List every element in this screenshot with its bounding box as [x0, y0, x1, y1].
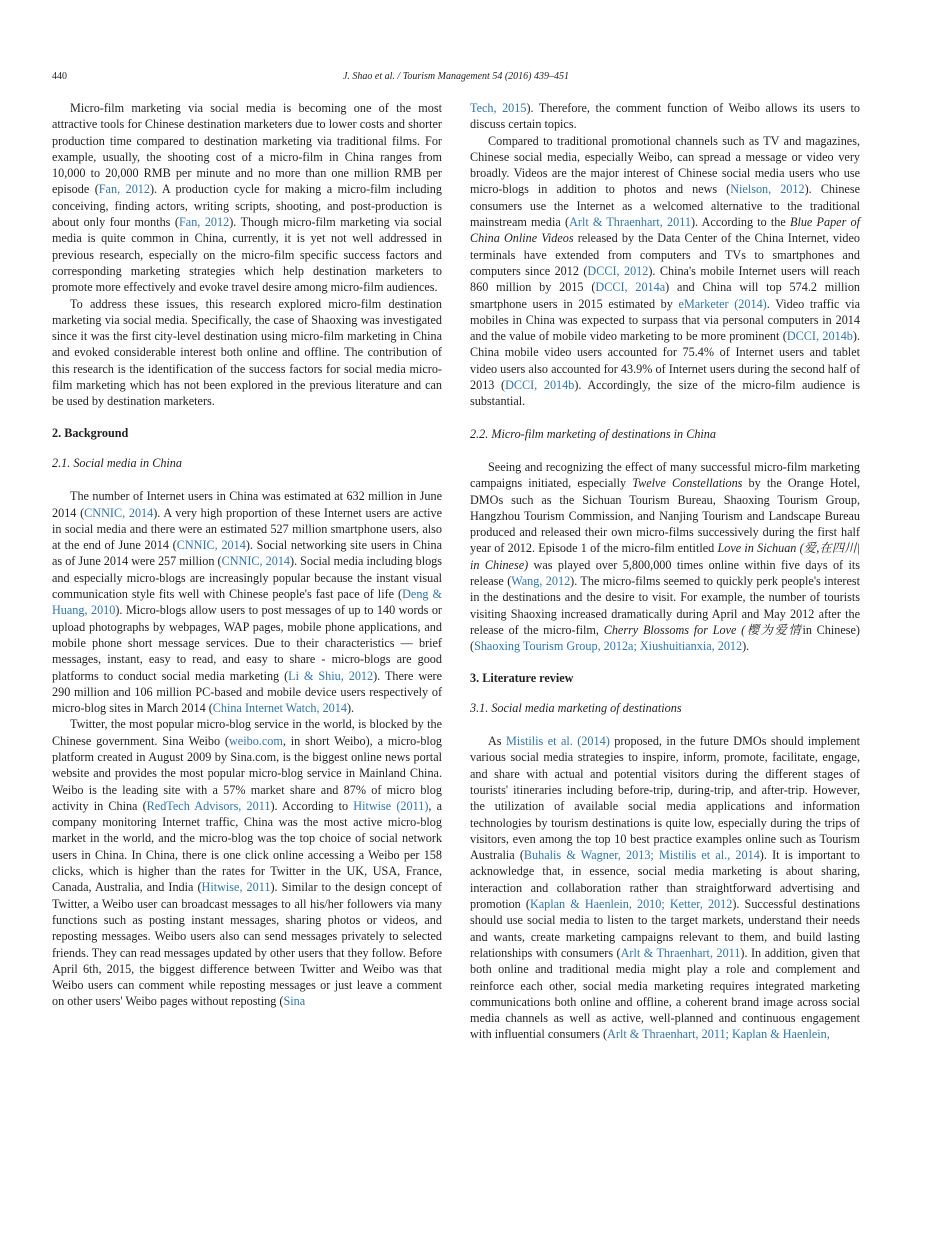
citation-link[interactable]: Kaplan & Haenlein, 2010; Ketter, 2012: [529, 897, 733, 912]
page-number: 440: [52, 71, 67, 82]
citation-link[interactable]: Arlt & Thraenhart, 2011; Kaplan & Haenlein,: [607, 1027, 830, 1042]
citation-link[interactable]: Wang, 2012: [511, 574, 571, 589]
citation-link[interactable]: Sina: [283, 994, 306, 1009]
citation-link[interactable]: Nielson, 2012: [730, 182, 805, 197]
citation-link[interactable]: Arlt & Thraenhart, 2011: [620, 945, 741, 960]
page-header: [52, 71, 860, 87]
citation-link[interactable]: DCCI, 2014b: [786, 329, 853, 344]
paragraph-micro-film-campaigns: Seeing and recognizing the effect of many successful micro-film marketing campaigns initiated, especially Twelve Constellations by the Orange Hotel, DMOs such as the Sichuan Tourism Bureau, Shaoxing Tourism Group, Hangzhou Tourism Commission, and Nanjing Tourism and Landscape Bureau produced and released their own micro-films successively during the first half year of 2012. Episode 1 of the micro-film entitled Love in Sichuan (爱,在四川| in Chinese) was played over 5,800,000 times online within five days of its release (Wang, 2012). The micro-films seemed to quickly perk people's interest in the destinations and the desire to visit. For example, the number of tourists visiting Shaoxing increased dramatically during April and May 2012 after the release of the micro-film, Cherry Blossoms for Love (樱为爱情in Chinese) (Shaoxing Tourism Group, 2012a; Xiushuitianxia, 2012).: [470, 459, 861, 654]
citation-link[interactable]: China Internet Watch, 2014: [212, 701, 347, 716]
paragraph-intro-1: Micro-film marketing via social media is becoming one of the most attractive tools for Chinese destination marketers due to lower costs and shorter production time compared to destination marketing via traditional films. For example, usually, the shooting cost of a micro-film in China ranges from 10,000 to 20,000 RMB per minute and no more than one million RMB per episode (Fan, 2012). A production cycle for making a micro-film including conceiving, finding actors, writing scripts, shooting, and post-production is about only four months (Fan, 2012). Though micro-film marketing via social media is quite common in China, currently, it is yet not well addressed in previous research, especially on the micro-film specific success factors and corresponding marketing strategies which help destination marketers to promote more effectively and evoke travel desire among micro-film audiences.: [52, 101, 443, 295]
citation-link[interactable]: Fan, 2012: [179, 215, 230, 230]
subsection-heading-social-media-marketing: 3.1. Social media marketing of destinations: [470, 700, 682, 715]
citation-link[interactable]: DCCI, 2014a: [595, 280, 666, 295]
section-heading-background: 2. Background: [52, 425, 129, 440]
citation-link[interactable]: DCCI, 2012: [587, 263, 649, 278]
paragraph-intro-2: To address these issues, this research explored micro-film destination marketing via social media. Specifically, the case of Shaoxing was investigated since it was the first city-level destination using micro-film marketing in China and evoked considerable interest both online and offline. The contribution of this research is the identification of the success factors for social media micro-film marketing which has not been explored in the previous literature and can be used by destination marketers.: [52, 296, 442, 409]
citation-link[interactable]: Shaoxing Tourism Group, 2012a; Xiushuitianxia, 2012: [474, 639, 743, 654]
section-heading-literature-review: 3. Literature review: [470, 670, 574, 685]
left-column: [52, 100, 442, 1010]
citation-link[interactable]: CNNIC, 2014: [176, 538, 246, 553]
citation-link[interactable]: eMarketer (2014): [678, 296, 767, 311]
citation-link[interactable]: Tech, 2015: [470, 101, 527, 115]
paragraph-twitter-weibo: Twitter, the most popular micro-blog service in the world, is blocked by the Chinese government. Sina Weibo (weibo.com, in short Weibo), a micro-blog platform created in August 2009 by Sina.com, is the biggest online news portal website and provides the most popular micro-blog service in Mainland China. Weibo is the leading site with a 57% market share and 87% of micro blog activity in China (RedTech Advisors, 2011). According to Hitwise (2011), a company monitoring Internet traffic, China was the most active micro-blog market in the world, and the micro-blog was the top choice of social network users in China. In China, there is one click online accessing a Weibo per 158 clicks, which is higher than the rates for Twitter in the UK, USA, France, Canada, Australia, and India (Hitwise, 2011). Similar to the design concept of Twitter, a Weibo user can broadcast messages to all his/her followers via many functions such as posting instant messages, sharing photos or videos, and reposting messages. Weibo users also can send messages privately to selected friends. They can read messages updated by other users that they follow. Before April 6th, 2015, the biggest difference between Twitter and Weibo was that Weibo users can comment while reposting messages or just leave a comment on other users' Weibo pages without reposting (Sina: [52, 717, 443, 1009]
right-column: [470, 100, 860, 1043]
citation-link[interactable]: Mistilis et al. (2014): [506, 734, 610, 749]
citation-link[interactable]: RedTech Advisors, 2011: [146, 798, 271, 813]
citation-link[interactable]: Li & Shiu, 2012: [288, 668, 374, 683]
paragraph-social-media-video: Compared to traditional promotional channels such as TV and magazines, Chinese social media, especially Weibo, can spread a message or video very broadly. Videos are the major interest of Chinese social media users who use micro-blogs in addition to photos and news (Nielson, 2012). Chinese consumers use the Internet as a welcomed alternative to the traditional mainstream media (Arlt & Thraenhart, 2011). According to the Blue Paper of China Online Videos released by the Data Center of the China Internet, video terminals have extended from computers and TVs to smartphones and computers since 2012 (DCCI, 2012). China's mobile Internet users will reach 860 million by 2015 (DCCI, 2014a) and China will top 574.2 million smartphone users in 2015 estimated by eMarketer (2014). Video traffic via mobiles in China was expected to surpass that via personal computers in 2014 and the value of mobile video marketing to be more prominent (DCCI, 2014b). China mobile video users accounted for 75.4% of Internet users and tablet video users also accounted for 43.9% of Internet users during the second half of 2013 (DCCI, 2014b). Accordingly, the size of the micro-film audience is substantial.: [470, 133, 861, 409]
paragraph-continued: Tech, 2015). Therefore, the comment function of Weibo allows its users to discuss certain topics.: [470, 101, 860, 132]
running-title: J. Shao et al. / Tourism Management 54 (2016) 439–451: [342, 71, 569, 82]
citation-link[interactable]: weibo.com: [229, 733, 283, 748]
citation-link[interactable]: DCCI, 2014b: [505, 378, 575, 393]
citation-link[interactable]: CNNIC, 2014: [221, 554, 291, 569]
citation-link[interactable]: Hitwise, 2011: [201, 880, 271, 895]
paragraph-dmo-strategies: As Mistilis et al. (2014) proposed, in the future DMOs should implement various social media strategies to inspire, inform, promote, facilitate, engage, and share with actual and potential visitors during the different stages of tourists' itineraries including before-trip, during-trip, and after-trip. However, the utilization of available social media applications and information technologies by tourism destinations is quite low, especially during the trips of visitors, even among the top 10 best practice examples online such as Tourism Australia (Buhalis & Wagner, 2013; Mistilis et al., 2014). It is important to acknowledge that, in essence, social media marketing is about sharing, interaction and collaboration rather than straightforward advertising and promotion (Kaplan & Haenlein, 2010; Ketter, 2012). Successful destinations should use social media to listen to the target markets, understand their needs and wants, create marketing campaigns relevant to them, and build lasting relationships with consumers (Arlt & Thraenhart, 2011). In addition, given that both online and traditional media might play a role and complement and reinforce each other, social media marketing requires integrated marketing communications both online and offline, a coherent brand image across social media channels as well as active, well-planned and continuous engagement with influential consumers (Arlt & Thraenhart, 2011; Kaplan & Haenlein,: [470, 734, 861, 1042]
subsection-heading-micro-film-destinations: 2.2. Micro-film marketing of destinations in China: [470, 426, 716, 441]
citation-link[interactable]: Hitwise (2011): [353, 798, 429, 813]
subsection-heading-social-media-china: 2.1. Social media in China: [52, 455, 182, 470]
citation-link[interactable]: Deng & Huang, 2010: [52, 587, 442, 618]
citation-link[interactable]: CNNIC, 2014: [84, 505, 154, 520]
citation-link[interactable]: Fan, 2012: [98, 182, 150, 197]
citation-link[interactable]: Arlt & Thraenhart, 2011: [569, 215, 691, 230]
citation-link[interactable]: Buhalis & Wagner, 2013; Mistilis et al., 2014: [523, 848, 760, 863]
paragraph-internet-users: The number of Internet users in China was estimated at 632 million in June 2014 (CNNIC, 2014). A very high proportion of these Internet users are active in social media and there were an estimated 527 million smartphone users, also at the end of June 2014 (CNNIC, 2014). Social networking site users in China as of June 2014 were 257 million (CNNIC, 2014). Social media including blogs and especially micro-blogs are increasingly popular because the instant visual communication style fits well with Chinese people's fast pace of life (Deng & Huang, 2010). Micro-blogs allow users to post messages of up to 140 words or upload photographs by webpages, WAP pages, mobile phone applications, and mobile phone short message services. Due to their characteristics — brief messages, instant, easy to read, and easy to share - micro-blogs are good platforms to conduct social media marketing (Li & Shiu, 2012). There were 290 million and 106 million PC-based and mobile device users respectively of micro-blog sites in March 2014 (China Internet Watch, 2014).: [52, 489, 443, 716]
